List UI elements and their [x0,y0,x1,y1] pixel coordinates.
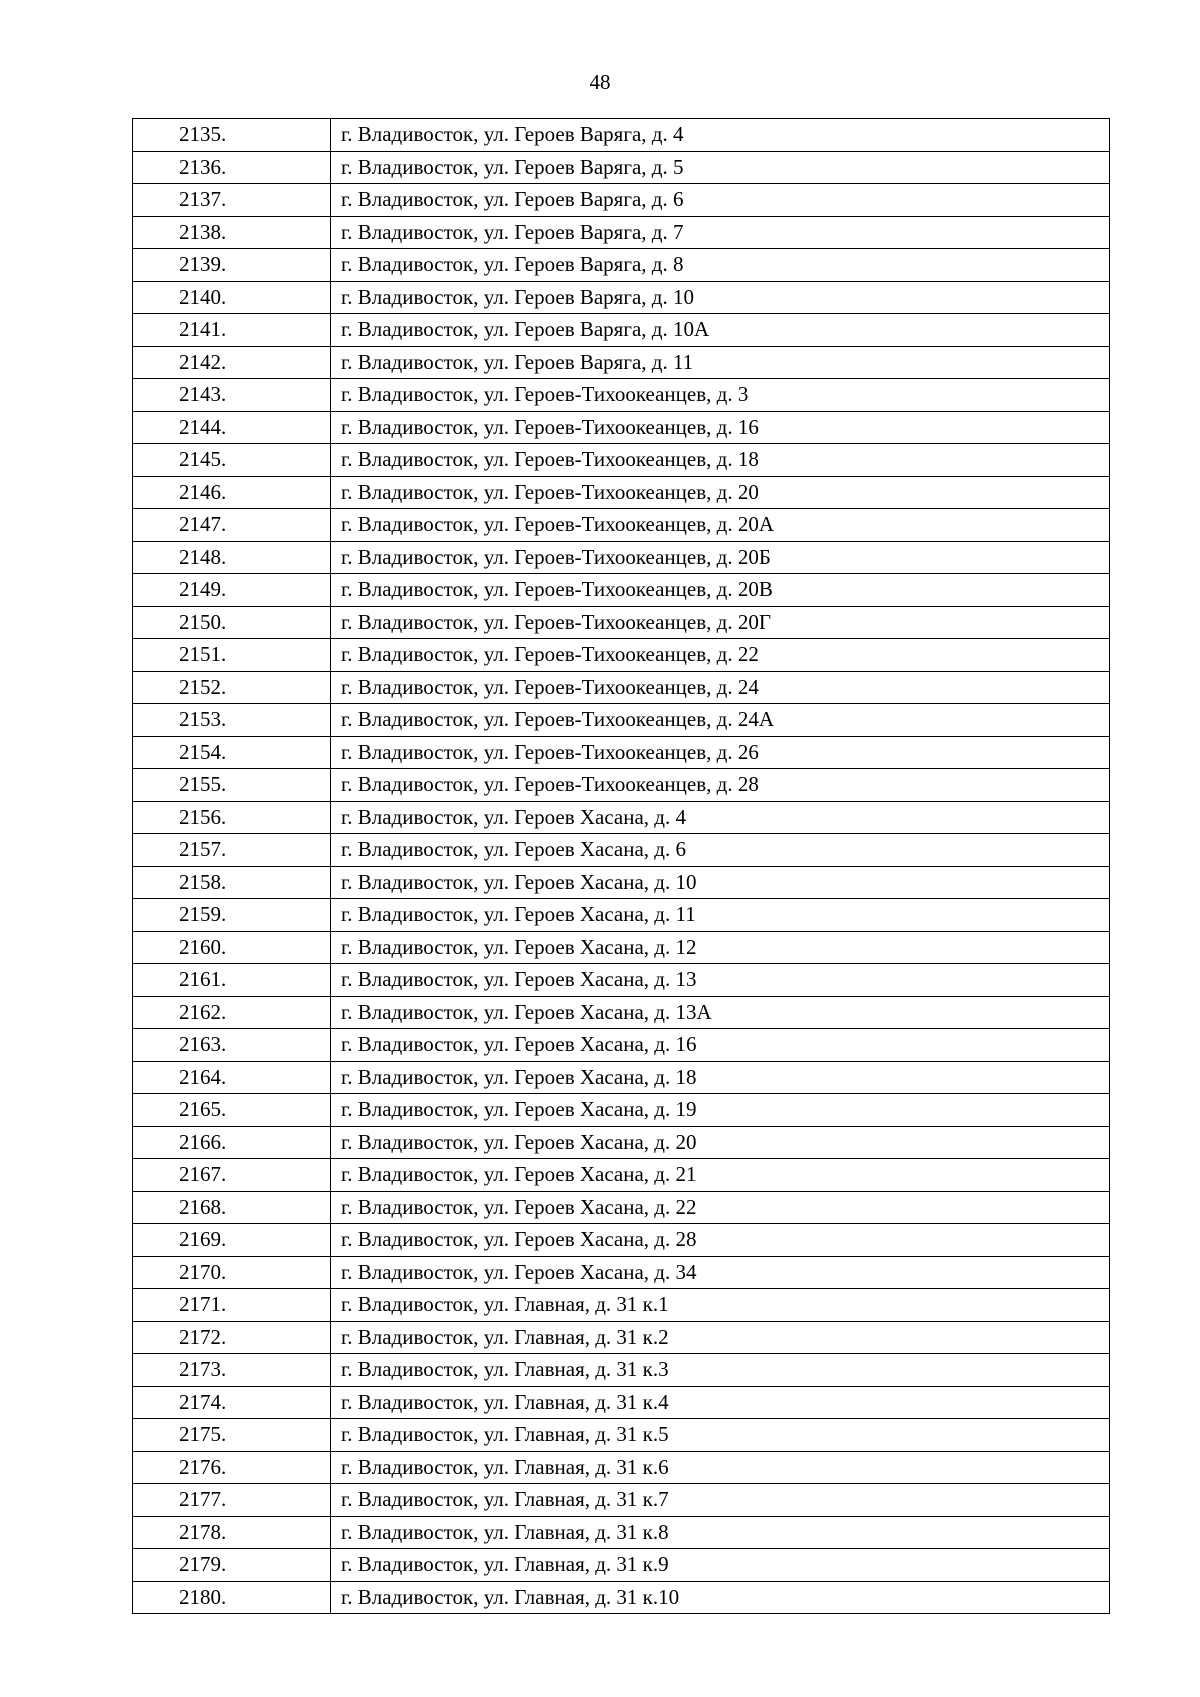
table-row [133,1484,1110,1517]
address-cell: г. Владивосток, ул. Героев-Тихоокеанцев, д. 24А [331,704,1110,737]
table-row [133,249,1110,282]
row-number-cell: 2165. [133,1094,331,1127]
address-cell: г. Владивосток, ул. Главная, д. 31 к.6 [331,1451,1110,1484]
row-number-cell: 2139. [133,249,331,282]
address-cell: г. Владивосток, ул. Героев-Тихоокеанцев, д. 16 [331,411,1110,444]
table-row [133,541,1110,574]
address-cell: г. Владивосток, ул. Героев Хасана, д. 28 [331,1224,1110,1257]
address-cell: г. Владивосток, ул. Героев-Тихоокеанцев, д. 20Б [331,541,1110,574]
table-row [133,1386,1110,1419]
table-row [133,964,1110,997]
row-number-cell: 2172. [133,1321,331,1354]
row-number-cell: 2143. [133,379,331,412]
address-cell: г. Владивосток, ул. Главная, д. 31 к.4 [331,1386,1110,1419]
table-row [133,346,1110,379]
table-row [133,119,1110,152]
address-table [132,118,1110,1614]
address-cell: г. Владивосток, ул. Героев-Тихоокеанцев, д. 24 [331,671,1110,704]
table-row [133,314,1110,347]
row-number-cell: 2158. [133,866,331,899]
row-number-cell: 2167. [133,1159,331,1192]
table-row [133,736,1110,769]
row-number-cell: 2137. [133,184,331,217]
table-row [133,704,1110,737]
row-number-cell: 2142. [133,346,331,379]
table-row [133,1094,1110,1127]
table-row [133,1126,1110,1159]
address-cell: г. Владивосток, ул. Героев Хасана, д. 34 [331,1256,1110,1289]
row-number-cell: 2141. [133,314,331,347]
row-number-cell: 2152. [133,671,331,704]
address-cell: г. Владивосток, ул. Героев-Тихоокеанцев, д. 22 [331,639,1110,672]
table-row [133,1224,1110,1257]
address-cell: г. Владивосток, ул. Героев Варяга, д. 5 [331,151,1110,184]
address-cell: г. Владивосток, ул. Героев-Тихоокеанцев, д. 28 [331,769,1110,802]
row-number-cell: 2150. [133,606,331,639]
table-row [133,476,1110,509]
address-cell: г. Владивосток, ул. Героев-Тихоокеанцев, д. 18 [331,444,1110,477]
address-cell: г. Владивосток, ул. Героев Хасана, д. 18 [331,1061,1110,1094]
row-number-cell: 2151. [133,639,331,672]
row-number-cell: 2169. [133,1224,331,1257]
address-cell: г. Владивосток, ул. Героев-Тихоокеанцев, д. 20А [331,509,1110,542]
row-number-cell: 2147. [133,509,331,542]
address-cell: г. Владивосток, ул. Героев-Тихоокеанцев, д. 3 [331,379,1110,412]
address-cell: г. Владивосток, ул. Героев-Тихоокеанцев, д. 20 [331,476,1110,509]
table-row [133,801,1110,834]
address-cell: г. Владивосток, ул. Героев-Тихоокеанцев, д. 20Г [331,606,1110,639]
table-row [133,216,1110,249]
row-number-cell: 2163. [133,1029,331,1062]
row-number-cell: 2176. [133,1451,331,1484]
address-cell: г. Владивосток, ул. Героев Варяга, д. 11 [331,346,1110,379]
table-row [133,444,1110,477]
address-cell: г. Владивосток, ул. Героев Хасана, д. 11 [331,899,1110,932]
table-row [133,1321,1110,1354]
table-row [133,151,1110,184]
row-number-cell: 2149. [133,574,331,607]
row-number-cell: 2173. [133,1354,331,1387]
table-row [133,574,1110,607]
address-cell: г. Владивосток, ул. Главная, д. 31 к.1 [331,1289,1110,1322]
address-cell: г. Владивосток, ул. Героев Хасана, д. 6 [331,834,1110,867]
table-row [133,1289,1110,1322]
row-number-cell: 2157. [133,834,331,867]
row-number-cell: 2174. [133,1386,331,1419]
address-cell: г. Владивосток, ул. Героев-Тихоокеанцев, д. 26 [331,736,1110,769]
address-cell: г. Владивосток, ул. Героев Варяга, д. 10А [331,314,1110,347]
row-number-cell: 2156. [133,801,331,834]
address-cell: г. Владивосток, ул. Героев Хасана, д. 16 [331,1029,1110,1062]
row-number-cell: 2148. [133,541,331,574]
table-row [133,1581,1110,1614]
row-number-cell: 2164. [133,1061,331,1094]
page-number: 48 [589,70,611,94]
table-row [133,899,1110,932]
table-row [133,509,1110,542]
table-row [133,1516,1110,1549]
address-cell: г. Владивосток, ул. Главная, д. 31 к.10 [331,1581,1110,1614]
table-row [133,1029,1110,1062]
row-number-cell: 2177. [133,1484,331,1517]
row-number-cell: 2154. [133,736,331,769]
row-number-cell: 2168. [133,1191,331,1224]
table-row [133,281,1110,314]
table-row [133,1451,1110,1484]
table-row [133,1191,1110,1224]
row-number-cell: 2153. [133,704,331,737]
row-number-cell: 2135. [133,119,331,152]
table-row [133,184,1110,217]
table-row [133,1061,1110,1094]
address-cell: г. Владивосток, ул. Главная, д. 31 к.2 [331,1321,1110,1354]
address-cell: г. Владивосток, ул. Главная, д. 31 к.8 [331,1516,1110,1549]
row-number-cell: 2180. [133,1581,331,1614]
row-number-cell: 2170. [133,1256,331,1289]
address-cell: г. Владивосток, ул. Главная, д. 31 к.5 [331,1419,1110,1452]
row-number-cell: 2140. [133,281,331,314]
table-row [133,379,1110,412]
address-cell: г. Владивосток, ул. Героев Хасана, д. 13 [331,964,1110,997]
row-number-cell: 2159. [133,899,331,932]
row-number-cell: 2161. [133,964,331,997]
row-number-cell: 2160. [133,931,331,964]
table-row [133,866,1110,899]
row-number-cell: 2144. [133,411,331,444]
row-number-cell: 2178. [133,1516,331,1549]
table-row [133,1549,1110,1582]
row-number-cell: 2145. [133,444,331,477]
address-cell: г. Владивосток, ул. Героев Хасана, д. 12 [331,931,1110,964]
address-cell: г. Владивосток, ул. Героев Хасана, д. 19 [331,1094,1110,1127]
table-row [133,671,1110,704]
row-number-cell: 2138. [133,216,331,249]
address-cell: г. Владивосток, ул. Героев Хасана, д. 21 [331,1159,1110,1192]
address-cell: г. Владивосток, ул. Героев Варяга, д. 4 [331,119,1110,152]
table-row [133,1354,1110,1387]
row-number-cell: 2175. [133,1419,331,1452]
row-number-cell: 2155. [133,769,331,802]
table-row [133,769,1110,802]
table-row [133,411,1110,444]
address-cell: г. Владивосток, ул. Героев Хасана, д. 4 [331,801,1110,834]
table-row [133,996,1110,1029]
row-number-cell: 2179. [133,1549,331,1582]
table-row [133,639,1110,672]
table-row [133,834,1110,867]
table-row [133,1256,1110,1289]
address-cell: г. Владивосток, ул. Главная, д. 31 к.3 [331,1354,1110,1387]
row-number-cell: 2136. [133,151,331,184]
address-cell: г. Владивосток, ул. Героев Варяга, д. 6 [331,184,1110,217]
table-row [133,1419,1110,1452]
table-row [133,606,1110,639]
address-cell: г. Владивосток, ул. Героев Варяга, д. 7 [331,216,1110,249]
row-number-cell: 2171. [133,1289,331,1322]
address-cell: г. Владивосток, ул. Героев Хасана, д. 13А [331,996,1110,1029]
address-cell: г. Владивосток, ул. Героев Хасана, д. 20 [331,1126,1110,1159]
row-number-cell: 2162. [133,996,331,1029]
row-number-cell: 2146. [133,476,331,509]
address-cell: г. Владивосток, ул. Главная, д. 31 к.9 [331,1549,1110,1582]
address-cell: г. Владивосток, ул. Героев Варяга, д. 10 [331,281,1110,314]
address-cell: г. Владивосток, ул. Героев Хасана, д. 10 [331,866,1110,899]
row-number-cell: 2166. [133,1126,331,1159]
address-cell: г. Владивосток, ул. Главная, д. 31 к.7 [331,1484,1110,1517]
address-cell: г. Владивосток, ул. Героев Хасана, д. 22 [331,1191,1110,1224]
table-row [133,1159,1110,1192]
address-cell: г. Владивосток, ул. Героев Варяга, д. 8 [331,249,1110,282]
address-cell: г. Владивосток, ул. Героев-Тихоокеанцев, д. 20В [331,574,1110,607]
table-row [133,931,1110,964]
address-table-body [133,119,1110,1614]
